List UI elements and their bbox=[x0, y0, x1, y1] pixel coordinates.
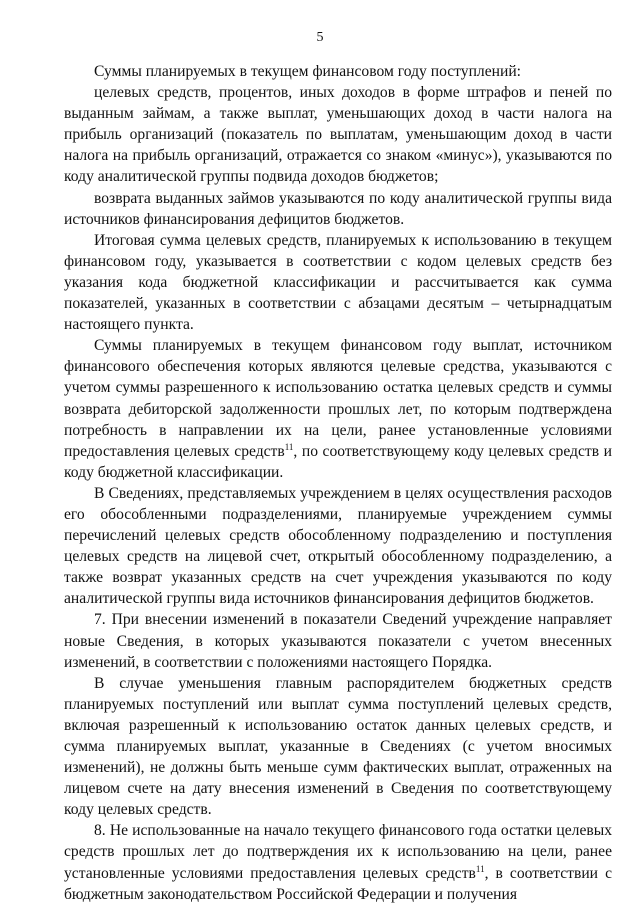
paragraph-total-targeted-funds: Итоговая сумма целевых средств, планируемых к использованию в текущем финансовом году, указывается в соответствии с кодом целевых средств без указания кода бюджетной классификации и рассчитывается как сумма показателей, указанных в соответствии с абзацами десятым – четырнадцатым настоящего пункта. bbox=[64, 231, 612, 334]
paragraph-planned-payments bbox=[64, 335, 612, 483]
paragraph-planned-receipts-intro: Суммы планируемых в текущем финансовом году поступлений: bbox=[94, 63, 521, 80]
paragraph-targeted-funds-receipts: целевых средств, процентов, иных доходов в форме штрафов и пеней по выданным займам, а также выплат, уменьшающих доход в части налога на прибыль организаций (показатель по выплатам, уменьшающим доход в части налога на прибыль организаций, отражается со знаком «минус»), указываются по коду аналитической группы подвида доходов бюджетов; bbox=[64, 84, 612, 186]
document-body bbox=[64, 61, 612, 905]
paragraph-text: 8. Не использованные на начало текущего финансового года остатки целевых средств прошлых лет до подтверждения их к использованию на цели, ранее установленные условиями предоставления целевых средств bbox=[64, 822, 612, 882]
footnote-reference: 11 bbox=[475, 863, 485, 874]
paragraph-text: , по соответствующему коду целевых средств и коду бюджетной классификации. bbox=[64, 442, 612, 481]
paragraph-text: Суммы планируемых в текущем финансовом году выплат, источником финансового обеспечения которых являются целевые средства, указываются с учетом суммы разрешенного к использованию остатка целевых средств и суммы возврата дебиторской задолженности прошлых лет, по которым подтверждена потребность в направлении их на цели, ранее установленные условиями предоставления целевых средств bbox=[64, 337, 612, 460]
paragraph-item-7: 7. При внесении изменений в показатели Сведений учреждение направляет новые Сведения, в которых указываются показатели с учетом внесенных изменений, в соответствии с положениями настоящего Порядка. bbox=[64, 611, 612, 671]
paragraph-item-8 bbox=[64, 820, 612, 904]
paragraph-text: , в соответствии с бюджетным законодательством Российской Федерации и получения bbox=[64, 864, 612, 903]
footnote-reference: 11 bbox=[284, 441, 294, 452]
paragraph-loan-returns: возврата выданных займов указываются по коду аналитической группы вида источников финансирования дефицитов бюджетов. bbox=[64, 189, 612, 228]
paragraph-reduction-case: В случае уменьшения главным распорядителем бюджетных средств планируемых поступлений или выплат сумма поступлений целевых средств, включая разрешенный к использованию остаток данных целевых средств, и сумма планируемых выплат, указанные в Сведениях (с учетом вносимых изменений), не должны быть меньше сумм фактических выплат, отраженных на лицевом счете на дату внесения изменений в Сведения по соответствующему коду целевых средств. bbox=[64, 674, 612, 819]
paragraph-separate-divisions: В Сведениях, представляемых учреждением в целях осуществления расходов его обособленными подразделениями, планируемые учреждением суммы перечислений целевых средств обособленному подразделению и поступления целевых средств на лицевой счет, открытый обособленному подразделению, а также возврат указанных средств на счет учреждения указываются по коду аналитической группы вида источников финансирования дефицитов бюджетов. bbox=[64, 484, 612, 608]
page-number: 5 bbox=[316, 30, 324, 45]
